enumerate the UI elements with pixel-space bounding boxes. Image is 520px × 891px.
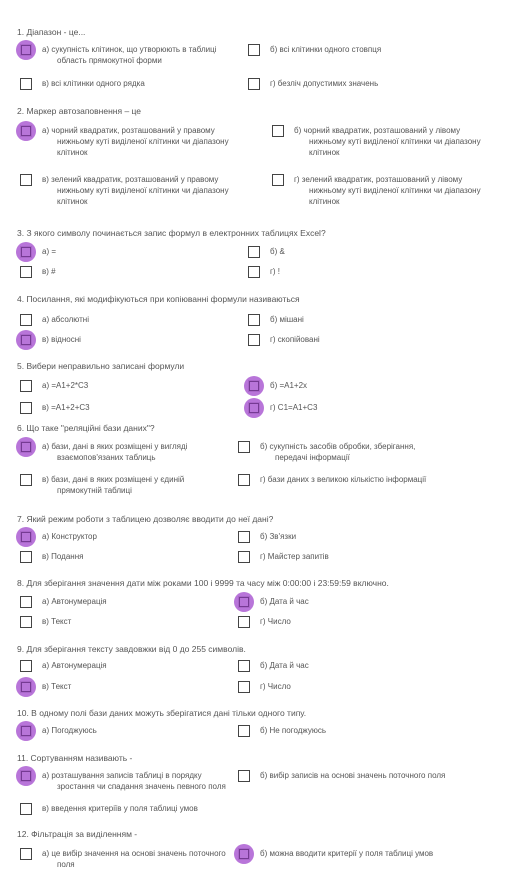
option-text: б) =A1+2x (270, 381, 308, 390)
checkbox[interactable] (238, 551, 250, 563)
option-text: нижньому куті виділеної клітинки чи діапазону (309, 137, 481, 146)
checkbox[interactable] (20, 474, 32, 486)
selected-mark (16, 677, 36, 697)
option-text: г) зелений квадратик, розташований у лівому (294, 175, 463, 184)
selected-mark (16, 721, 36, 741)
option-text: б) вибір записів на основі значень поточного поля (260, 771, 446, 780)
question-title: 2. Маркер автозаповнення – це (17, 106, 142, 116)
option-text: зростання чи спадання значень певного поля (57, 782, 226, 791)
option-text: в) всі клітинки одного рядка (42, 79, 145, 88)
checkbox[interactable] (248, 266, 260, 278)
option-text: г) скопійовані (270, 335, 320, 344)
option-text: область прямокутної форми (57, 56, 162, 65)
option-text: клітинок (57, 197, 88, 206)
checkbox[interactable] (20, 660, 32, 672)
option-text: взаємопов'язаних таблиць (57, 453, 156, 462)
selected-mark (16, 330, 36, 350)
checkbox[interactable] (20, 266, 32, 278)
checkbox[interactable] (248, 314, 260, 326)
option-text: б) можна вводити критерії у поля таблиці умов (260, 849, 434, 858)
option-text: в) бази, дані в яких розміщені у єдиній (42, 475, 185, 484)
selected-mark (244, 376, 264, 396)
option-text: а) Автонумерація (42, 597, 107, 606)
option-text: а) чорний квадратик, розташований у правому (42, 126, 215, 135)
checkbox[interactable] (248, 246, 260, 258)
checkbox[interactable] (238, 725, 250, 737)
option-text: в) Подання (42, 552, 84, 561)
checkbox[interactable] (20, 402, 32, 414)
option-text: в) введення критеріїв у поля таблиці умов (42, 804, 198, 813)
option-text: клітинок (309, 197, 340, 206)
checkbox[interactable] (238, 441, 250, 453)
option-text: г) безліч допустимих значень (270, 79, 379, 88)
option-text: а) = (42, 247, 57, 256)
option-text: в) =A1+2+C3 (42, 403, 90, 412)
question-title: 9. Для зберігання тексту завдовжки від 0 до 255 символів. (17, 644, 246, 654)
checkbox[interactable] (248, 44, 260, 56)
option-text: прямокутній таблиці (57, 486, 132, 495)
selected-mark (16, 527, 36, 547)
option-text: а) Конструктор (42, 532, 97, 541)
question-title: 7. Який режим роботи з таблицею дозволяє вводити до неї дані? (17, 514, 274, 524)
option-text: нижньому куті виділеної клітинки чи діапазону (57, 137, 229, 146)
option-text: поля (57, 860, 75, 869)
checkbox[interactable] (238, 660, 250, 672)
option-text: а) Погоджуюсь (42, 726, 97, 735)
option-text: а) Автонумерація (42, 661, 107, 670)
selected-mark (234, 844, 254, 864)
option-text: в) # (42, 267, 56, 276)
option-text: б) Зв'язки (260, 532, 297, 541)
option-text: в) відносні (42, 335, 81, 344)
option-text: г) Число (260, 617, 291, 626)
selected-mark (16, 766, 36, 786)
question-title: 4. Посилання, які модифікуються при копіюванні формули називаються (17, 294, 300, 304)
selected-mark (16, 437, 36, 457)
selected-mark (16, 40, 36, 60)
checkbox[interactable] (20, 314, 32, 326)
checkbox[interactable] (238, 681, 250, 693)
option-text: а) бази, дані в яких розміщені у вигляді (42, 442, 188, 451)
option-text: б) Не погоджуюсь (260, 726, 326, 735)
question-title: 3. З якого символу починається запис формул в електронних таблицях Excel? (17, 228, 326, 238)
checkbox[interactable] (248, 78, 260, 90)
option-text: а) сукупність клітинок, що утворюють в таблиці (42, 45, 217, 54)
selected-mark (16, 121, 36, 141)
selected-mark (234, 592, 254, 612)
option-text: в) Текст (42, 682, 72, 691)
checkbox[interactable] (238, 616, 250, 628)
option-text: а) абсолютні (42, 315, 89, 324)
option-text: б) мішані (270, 315, 304, 324)
checkbox[interactable] (20, 78, 32, 90)
question-title: 5. Вибери неправильно записані формули (17, 361, 185, 371)
checkbox[interactable] (20, 551, 32, 563)
option-text: б) Дата й час (260, 597, 309, 606)
question-title: 11. Сортуванням називають - (17, 753, 133, 763)
option-text: б) & (270, 247, 285, 256)
option-text: г) бази даних з великою кількістю інформації (260, 475, 427, 484)
option-text: а) розташування записів таблиці в порядку (42, 771, 202, 780)
option-text: б) чорний квадратик, розташований у лівому (294, 126, 461, 135)
checkbox[interactable] (20, 174, 32, 186)
checkbox[interactable] (20, 803, 32, 815)
option-text: г) ! (270, 267, 281, 276)
option-text: б) всі клітинки одного стовпця (270, 45, 382, 54)
checkbox[interactable] (272, 125, 284, 137)
option-text: в) Текст (42, 617, 72, 626)
checkbox[interactable] (20, 596, 32, 608)
checkbox[interactable] (272, 174, 284, 186)
option-text: г) Число (260, 682, 291, 691)
option-text: нижньому куті виділеної клітинки чи діапазону (57, 186, 229, 195)
question-title: 6. Що таке "реляційні бази даних"? (17, 423, 155, 433)
option-text: клітинок (309, 148, 340, 157)
question-title: 8. Для зберігання значення дати між роками 100 і 9999 та часу між 0:00:00 і 23:59:59 включно. (17, 578, 389, 588)
option-text: в) зелений квадратик, розташований у правому (42, 175, 219, 184)
selected-mark (16, 242, 36, 262)
option-text: б) сукупність засобів обробки, зберігання, (260, 442, 416, 451)
selected-mark (244, 398, 264, 418)
option-text: клітинок (57, 148, 88, 157)
option-text: г) C1=A1+C3 (270, 403, 318, 412)
option-text: передачі інформації (275, 453, 350, 462)
question-title: 10. В одному полі бази даних можуть зберігатися дані тільки одного типу. (17, 708, 307, 718)
checkbox[interactable] (238, 474, 250, 486)
option-text: а) =A1+2*C3 (42, 381, 89, 390)
option-text: г) Майстер запитів (260, 552, 329, 561)
checkbox[interactable] (20, 380, 32, 392)
checkbox[interactable] (238, 770, 250, 782)
checkbox[interactable] (248, 334, 260, 346)
question-title: 1. Діапазон - це... (17, 27, 86, 37)
option-text: б) Дата й час (260, 661, 309, 670)
checkbox[interactable] (238, 531, 250, 543)
checkbox[interactable] (20, 848, 32, 860)
option-text: нижньому куті виділеної клітинки чи діапазону (309, 186, 481, 195)
checkbox[interactable] (20, 616, 32, 628)
question-title: 12. Фільтрація за виділенням - (17, 829, 138, 839)
option-text: а) це вибір значення на основі значень поточного (42, 849, 226, 858)
